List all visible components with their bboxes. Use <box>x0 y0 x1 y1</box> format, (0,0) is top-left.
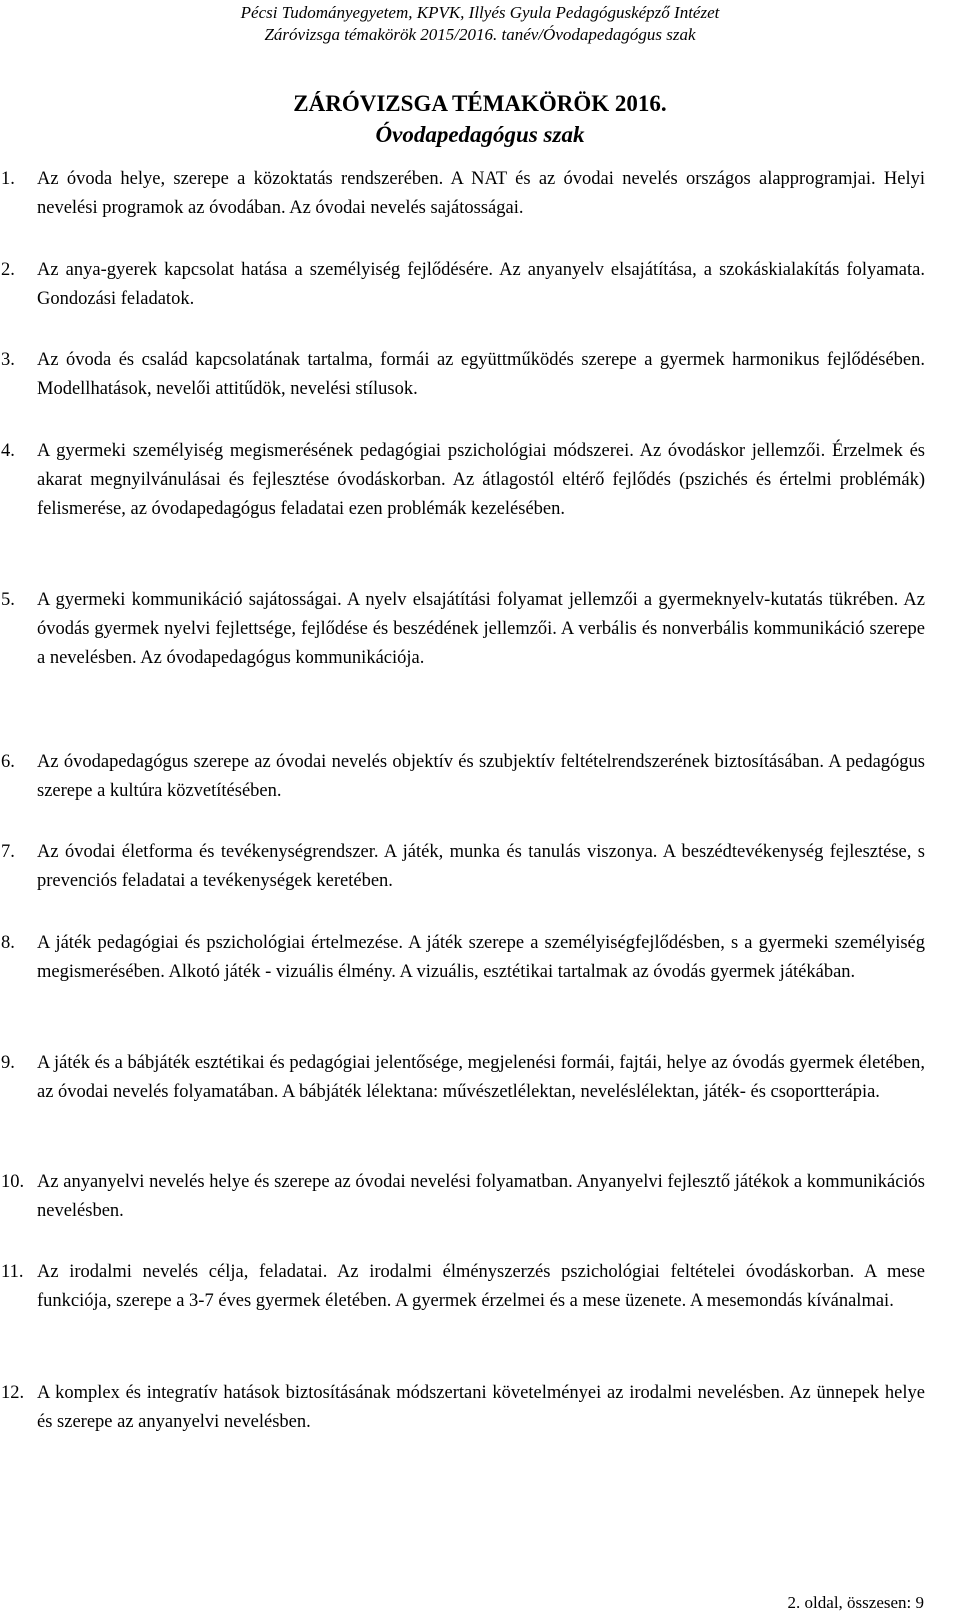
topic-text: A gyermeki kommunikáció sajátosságai. A nyelv elsajátítási folyamat jellemzői a gyermeknyelv-kutatás tükrében. Az óvodás gyermek nyelvi fejlettsége, fejlődése és beszédének jellemzői. A verbális és nonverbális kommunikáció szerepe a nevelésben. Az óvodapedagógus kommunikációja. <box>37 590 925 668</box>
topic-number: 8. <box>1 933 15 953</box>
topic-item <box>1 929 925 987</box>
topic-text: Az irodalmi nevelés célja, feladatai. Az irodalmi élményszerzés pszichológiai feltételei óvodáskorban. A mese funkciója, szerepe a 3-7 éves gyermek életében. A gyermek érzelmei és a mese üzenete. A mesemondás kívánalmai. <box>37 1262 925 1311</box>
title-block <box>0 89 960 151</box>
topic-number: 2. <box>1 260 15 280</box>
topic-number: 1. <box>1 169 15 189</box>
topic-number: 11. <box>1 1262 24 1282</box>
topic-item <box>1 437 925 524</box>
topic-number: 7. <box>1 842 15 862</box>
page-title: ZÁRÓVIZSGA TÉMAKÖRÖK 2016. <box>293 91 667 116</box>
topic-text: A komplex és integratív hatások biztosításának módszertani követelményei az irodalmi nevelésben. Az ünnepek helye és szerepe az anyanyelvi nevelésben. <box>37 1383 925 1432</box>
page-number: 2. oldal, összesen: 9 <box>787 1593 924 1612</box>
topic-text: Az óvoda és család kapcsolatának tartalma, formái az együttműködés szerepe a gyermek harmonikus fejlődésében. Modellhatások, nevelői attitűdök, nevelési stílusok. <box>37 350 925 399</box>
topic-number: 4. <box>1 441 15 461</box>
topic-number: 3. <box>1 350 15 370</box>
topic-number: 5. <box>1 590 15 610</box>
topic-text: Az anya-gyerek kapcsolat hatása a személyiség fejlődésére. Az anyanyelv elsajátítása, a szokáskialakítás folyamata. Gondozási feladatok. <box>37 260 925 309</box>
topic-item <box>1 838 925 896</box>
topic-item <box>1 1168 925 1226</box>
topic-item <box>1 346 925 404</box>
header-subtitle: Záróvizsga témakörök 2015/2016. tanév/Óvodapedagógus szak <box>264 25 696 44</box>
topic-text: A játék pedagógiai és pszichológiai értelmezése. A játék szerepe a személyiségfejlődésben, s a gyermeki személyiség megismerésében. Alkotó játék - vizuális élmény. A vizuális, esztétikai tartalmak az óvodás gyermek játékában. <box>37 933 925 982</box>
topic-item <box>1 586 925 673</box>
topic-item <box>1 256 925 314</box>
topic-item <box>1 165 925 223</box>
document-header <box>0 0 960 46</box>
topic-item <box>1 1379 925 1437</box>
topic-text: A játék és a bábjáték esztétikai és pedagógiai jelentősége, megjelenési formái, fajtái, helye az óvodás gyermek életében, az óvodai nevelés folyamatában. A bábjáték lélektana: művészetlélektan, neveléslélektan, játék- és csoportterápia. <box>37 1053 925 1102</box>
topic-number: 10. <box>1 1172 25 1192</box>
topic-text: Az óvodai életforma és tevékenységrendszer. A játék, munka és tanulás viszonya. A beszédtevékenység fejlesztése, s prevenciós feladatai a tevékenységek keretében. <box>37 842 925 891</box>
topic-text: A gyermeki személyiség megismerésének pedagógiai pszichológiai módszerei. Az óvodáskor jellemzői. Érzelmek és akarat megnyilvánulásai és fejlesztése óvodáskorban. Az átlagostól eltérő fejlődés (pszichés és értelmi problémák) felismerése, az óvodapedagógus feladatai ezen problémák kezelésében. <box>37 441 925 519</box>
page-subtitle: Óvodapedagógus szak <box>375 122 585 147</box>
topic-number: 9. <box>1 1053 15 1073</box>
topic-number: 6. <box>1 752 15 772</box>
topic-text: Az óvoda helye, szerepe a közoktatás rendszerében. A NAT és az óvodai nevelés országos alapprogramjai. Helyi nevelési programok az óvodában. Az óvodai nevelés sajátosságai. <box>37 169 925 218</box>
header-institution: Pécsi Tudományegyetem, KPVK, Illyés Gyula Pedagógusképző Intézet <box>240 3 720 22</box>
topic-number: 12. <box>1 1383 25 1403</box>
topic-item <box>1 1049 925 1107</box>
topic-item <box>1 748 925 806</box>
topic-text: Az anyanyelvi nevelés helye és szerepe az óvodai nevelési folyamatban. Anyanyelvi fejlesztő játékok a kommunikációs nevelésben. <box>37 1172 925 1221</box>
topic-item <box>1 1258 925 1316</box>
topic-text: Az óvodapedagógus szerepe az óvodai nevelés objektív és szubjektív feltételrendszerének biztosításában. A pedagógus szerepe a kultúra közvetítésében. <box>37 752 925 801</box>
